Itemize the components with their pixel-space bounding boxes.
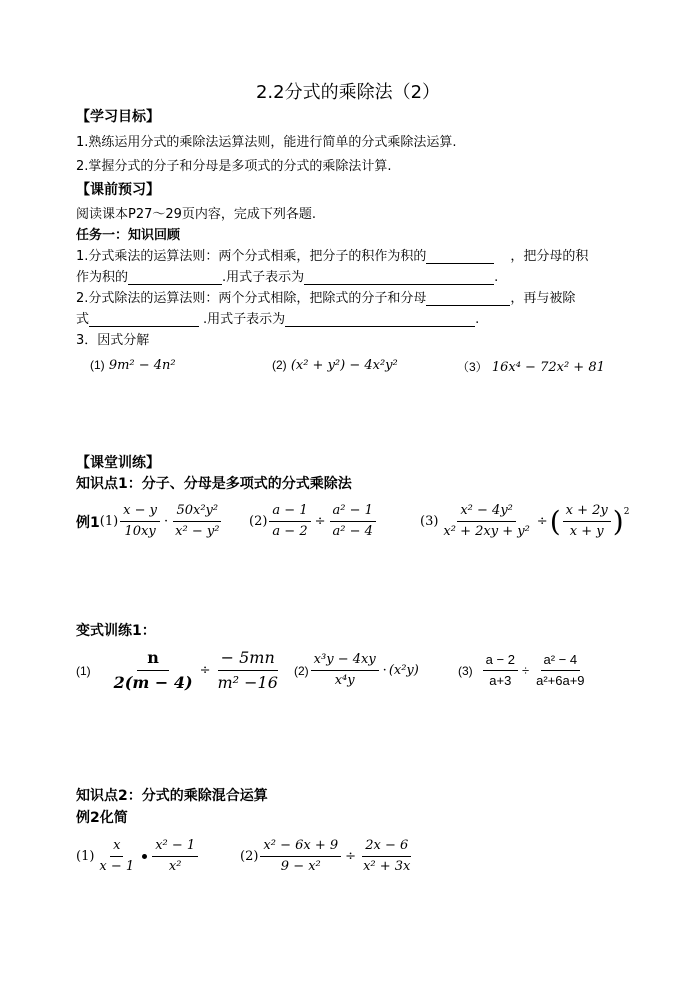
preview-intro: 阅读课本P27～29页内容，完成下列各题. [76, 207, 317, 222]
factor-item-1: (1) 9m² − 4n² [90, 358, 176, 373]
fraction: $\frac{x - y}{10xy}$ [120, 503, 160, 540]
multiply-dot [142, 854, 147, 859]
fraction: $\frac{\text{a² − 4}}{\text{a²+6a+9}}$ [536, 652, 585, 688]
factor-item-2: (2) (x² + y²) − 4x²y² [272, 358, 398, 373]
example-1-item-3: (3) $\frac{\text{x² − 4y²}}{\text{x² + 2xy + y²}}$ ÷ ( $\frac{x + 2y}{x + y}$ ) $^2$ [420, 503, 630, 539]
variant-item-2: (2) $\frac{\text{x³y − 4xy}}{\text{x⁴y}}$ · (x²y) [294, 652, 419, 688]
fraction: $\frac{n}{2(m - 4)}$ [113, 648, 193, 692]
fraction: $\frac{x + 2y}{x + y}$ [563, 503, 611, 540]
goal-item-1: 1.熟练运用分式的乘除法运算法则，能进行简单的分式乘除法运算. [76, 135, 457, 150]
question-2-line-2: 式 .用式子表示为 . [76, 312, 480, 327]
variant-training-heading: 变式训练1： [76, 623, 156, 639]
question-2-line-1 [76, 287, 575, 306]
fraction: $\frac{a - 1}{a - 2}$ [269, 503, 310, 540]
fraction: $\frac{2x - 6}{\text{x² + 3x}}$ [363, 838, 411, 874]
q2-text-c: 式 [76, 312, 90, 327]
goals-heading: 【学习目标】 [76, 109, 160, 125]
variant-item-3: (3) $\frac{a - 2}{a+3}$ ÷ $\frac{\text{a² − 4}}{\text{a²+6a+9}}$ [458, 652, 590, 689]
q1-blank-3 [304, 270, 494, 285]
q2-text-b: ，再与被除 [510, 291, 576, 306]
page-title: 2.2分式的乘除法（2） [255, 82, 441, 103]
example-2-label: 例2化简 [76, 810, 128, 826]
question-3: 3．因式分解 [76, 333, 150, 348]
goal-item-2: 2.掌握分式的分子和分母是多项式的分式的乘除法计算. [76, 159, 392, 174]
fraction: $\frac{\text{x² − 1}}{\text{x²}}$ [152, 838, 198, 875]
classwork-heading: 【课堂训练】 [76, 455, 160, 471]
q1-text-c: 作为积的 [76, 270, 129, 285]
task-heading: 任务一：知识回顾 [76, 228, 181, 243]
example-1-label: 例1 [76, 514, 100, 531]
factor-expr-2: (x² + y²) − 4x²y² [290, 358, 398, 373]
fraction: $\frac{x}{x - 1}$ [99, 838, 135, 874]
example-2-item-2: (2) $\frac{\text{x² − 6x + 9}}{\text{9 − x²}}$ ÷ $\frac{2x - 6}{\text{x² + 3x}}$ [240, 838, 415, 875]
q2-text-d: .用式子表示为 [203, 312, 286, 327]
q2-text-a: 2.分式除法的运算法则：两个分式相除，把除式的分子和分母 [76, 291, 427, 306]
fraction: $\frac{a - 2}{a+3}$ [483, 652, 518, 689]
fraction: $\frac{\text{x² − 4y²}}{\text{x² + 2xy + y²}}$ [443, 503, 530, 539]
fraction: $\frac{\text{50x²y²}}{\text{x² − y²}}$ [175, 503, 220, 539]
q1-blank-1 [426, 249, 494, 264]
q1-text-d: .用式子表示为 [222, 270, 305, 285]
q1-blank-2 [128, 270, 222, 285]
factor-expr-3: 16x⁴ − 72x² + 81 [491, 360, 605, 375]
example-1-item-1: 例1 (1) $\frac{x - y}{10xy}$ · $\frac{\text{50x²y²}}{\text{x² − y²}}$ [76, 503, 224, 540]
example-2-item-1: (1) $\frac{x}{x - 1}$ $\frac{\text{x² − 1}}{\text{x²}}$ [76, 838, 200, 875]
question-1-line-1 [76, 245, 588, 264]
factor-expr-1: 9m² − 4n² [108, 358, 176, 373]
variant-item-1: (1) $\frac{n}{2(m - 4)}$ ÷ $\frac{- 5mn}{\text{m² −16}}$ [76, 648, 283, 693]
knowledge-point-1: 知识点1：分子、分母是多项式的分式乘除法 [76, 476, 352, 492]
q1-text-b: ，把分母的积 [510, 249, 589, 264]
factor-item-3: （3） 16x⁴ − 72x² + 81 [457, 360, 605, 375]
fraction: $\frac{\text{a² − 1}}{\text{a² − 4}}$ [330, 503, 376, 540]
q1-text-a: 1.分式乘法的运算法则：两个分式相乘，把分子的积作为积的 [76, 249, 427, 264]
question-1-line-2: 作为积的 .用式子表示为 . [76, 270, 499, 285]
fraction: $\frac{\text{x² − 6x + 9}}{\text{9 − x²}}$ [260, 838, 341, 875]
preview-heading: 【课前预习】 [76, 182, 160, 198]
q2-blank-3 [285, 312, 475, 327]
fraction: $\frac{\text{x³y − 4xy}}{\text{x⁴y}}$ [311, 652, 379, 689]
q2-blank-1 [426, 291, 510, 306]
fraction: $\frac{- 5mn}{\text{m² −16}}$ [217, 648, 278, 692]
q2-blank-2 [89, 312, 199, 327]
knowledge-point-2: 知识点2：分式的乘除混合运算 [76, 788, 268, 804]
example-1-item-2: (2) $\frac{a - 1}{a - 2}$ ÷ $\frac{\text{a² − 1}}{\text{a² − 4}}$ [249, 503, 378, 540]
